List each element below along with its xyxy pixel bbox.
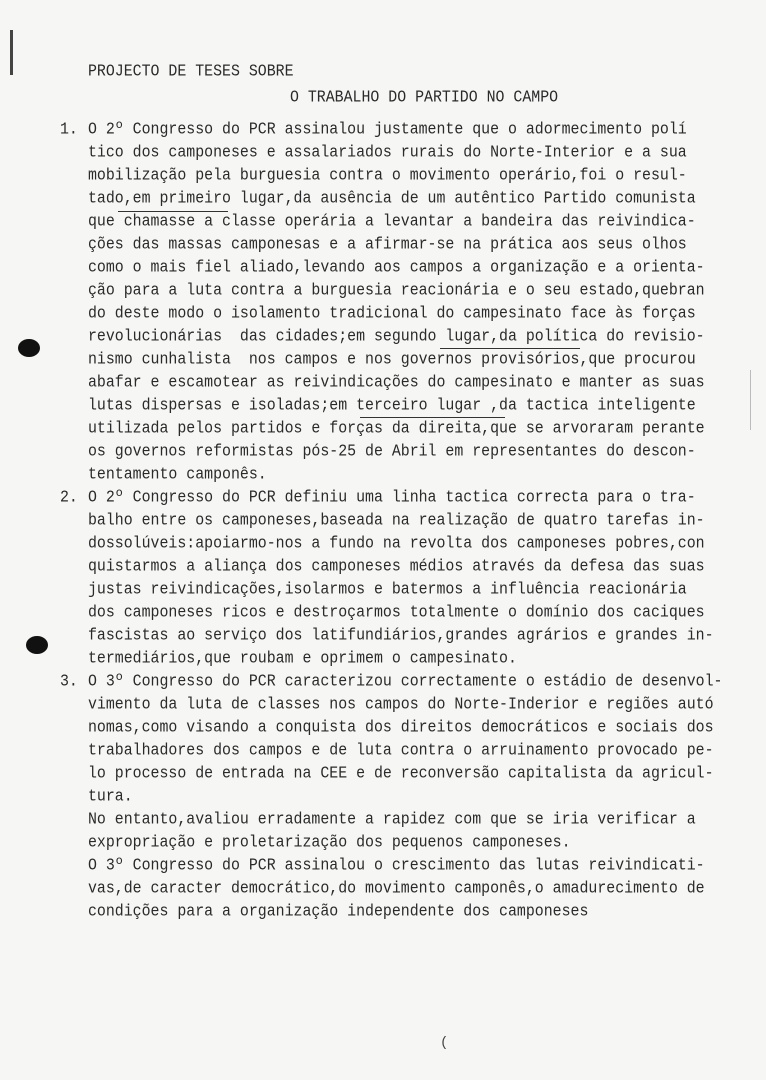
text-line: tura. bbox=[88, 788, 133, 806]
text-line: como o mais fiel aliado,levando aos campos a organização e a orienta- bbox=[88, 259, 705, 277]
text-line: quistarmos a aliança dos camponeses médios através da defesa das suas bbox=[88, 558, 705, 576]
scan-artifact-line bbox=[750, 370, 751, 430]
text-line: tentamento camponês. bbox=[88, 466, 267, 484]
text-line: vas,de caracter democrático,do movimento camponês,o amadurecimento de bbox=[88, 880, 705, 898]
text-line: condições para a organização independente dos camponeses bbox=[88, 903, 589, 921]
text-line: mobilização pela burguesia contra o movimento operário,foi o resul- bbox=[88, 167, 687, 185]
text-line: expropriação e proletarização dos pequenos camponeses. bbox=[88, 834, 571, 852]
text-line: dossolúveis:apoiarmo-nos a fundo na revolta dos camponeses pobres,con bbox=[88, 535, 705, 553]
text-line: O 2º Congresso do PCR definiu uma linha tactica correcta para o tra- bbox=[88, 489, 696, 507]
text-line: No entanto,avaliou erradamente a rapidez com que se iria verificar a bbox=[88, 811, 696, 829]
text-line: justas reivindicações,isolarmos e batermos a influência reacionária bbox=[88, 581, 687, 599]
punch-hole-top bbox=[18, 339, 40, 357]
handwritten-mark: ( bbox=[440, 1035, 449, 1051]
text-line: ções das massas camponesas e a afirmar-se na prática aos seus olhos bbox=[88, 236, 687, 254]
handwritten-underline bbox=[360, 417, 505, 418]
text-line: trabalhadores dos campos e de luta contra o arruinamento provocado pe- bbox=[88, 742, 714, 760]
handwritten-underline bbox=[118, 211, 228, 212]
text-line: revolucionárias das cidades;em segundo lugar,da política do revisio- bbox=[88, 328, 705, 346]
text-line: tado,em primeiro lugar,da ausência de um autêntico Partido comunista bbox=[88, 190, 696, 208]
text-line: dos camponeses ricos e destroçarmos totalmente o domínio dos caciques bbox=[88, 604, 705, 622]
text-line: vimento da luta de classes nos campos do Norte-Inderior e regiões autó bbox=[88, 696, 714, 714]
punch-hole-bottom bbox=[26, 636, 48, 654]
text-line: utilizada pelos partidos e forças da direita,que se arvoraram perante bbox=[88, 420, 705, 438]
text-line: O 2º Congresso do PCR assinalou justamente que o adormecimento polí bbox=[88, 121, 687, 139]
document-title: PROJECTO DE TESES SOBRE bbox=[88, 63, 294, 81]
handwritten-underline bbox=[440, 348, 580, 349]
text-line: os governos reformistas pós-25 de Abril em representantes do descon- bbox=[88, 443, 696, 461]
text-line: abafar e escamotear as reivindicações do campesinato e manter as suas bbox=[88, 374, 705, 392]
text-line: ção para a luta contra a burguesia reacionária e o seu estado,quebran bbox=[88, 282, 705, 300]
text-line: lo processo de entrada na CEE e de reconversão capitalista da agricul- bbox=[88, 765, 714, 783]
text-line: O 3º Congresso do PCR caracterizou correctamente o estádio de desenvol- bbox=[88, 673, 723, 691]
text-line: O 3º Congresso do PCR assinalou o crescimento das lutas reivindicati- bbox=[88, 857, 705, 875]
text-line: lutas dispersas e isoladas;em terceiro lugar ,da tactica inteligente bbox=[88, 397, 696, 415]
text-line: do deste modo o isolamento tradicional do campesinato face às forças bbox=[88, 305, 696, 323]
text-line: balho entre os camponeses,baseada na realização de quatro tarefas in- bbox=[88, 512, 705, 530]
text-line: fascistas ao serviço dos latifundiários,grandes agrários e grandes in- bbox=[88, 627, 714, 645]
text-line: nomas,como visando a conquista dos direitos democráticos e sociais dos bbox=[88, 719, 714, 737]
document-subtitle: O TRABALHO DO PARTIDO NO CAMPO bbox=[290, 89, 559, 107]
page-edge-mark bbox=[10, 30, 13, 75]
text-line: termediários,que roubam e oprimem o campesinato. bbox=[88, 650, 517, 668]
text-line: nismo cunhalista nos campos e nos governos provisórios,que procurou bbox=[88, 351, 696, 369]
text-line: tico dos camponeses e assalariados rurais do Norte-Interior e a sua bbox=[88, 144, 687, 162]
paragraph-number: 2. bbox=[60, 489, 78, 507]
paragraph-number: 1. bbox=[60, 121, 78, 139]
text-line: que chamasse a classe operária a levantar a bandeira das reivindica- bbox=[88, 213, 696, 231]
paragraph-number: 3. bbox=[60, 673, 78, 691]
